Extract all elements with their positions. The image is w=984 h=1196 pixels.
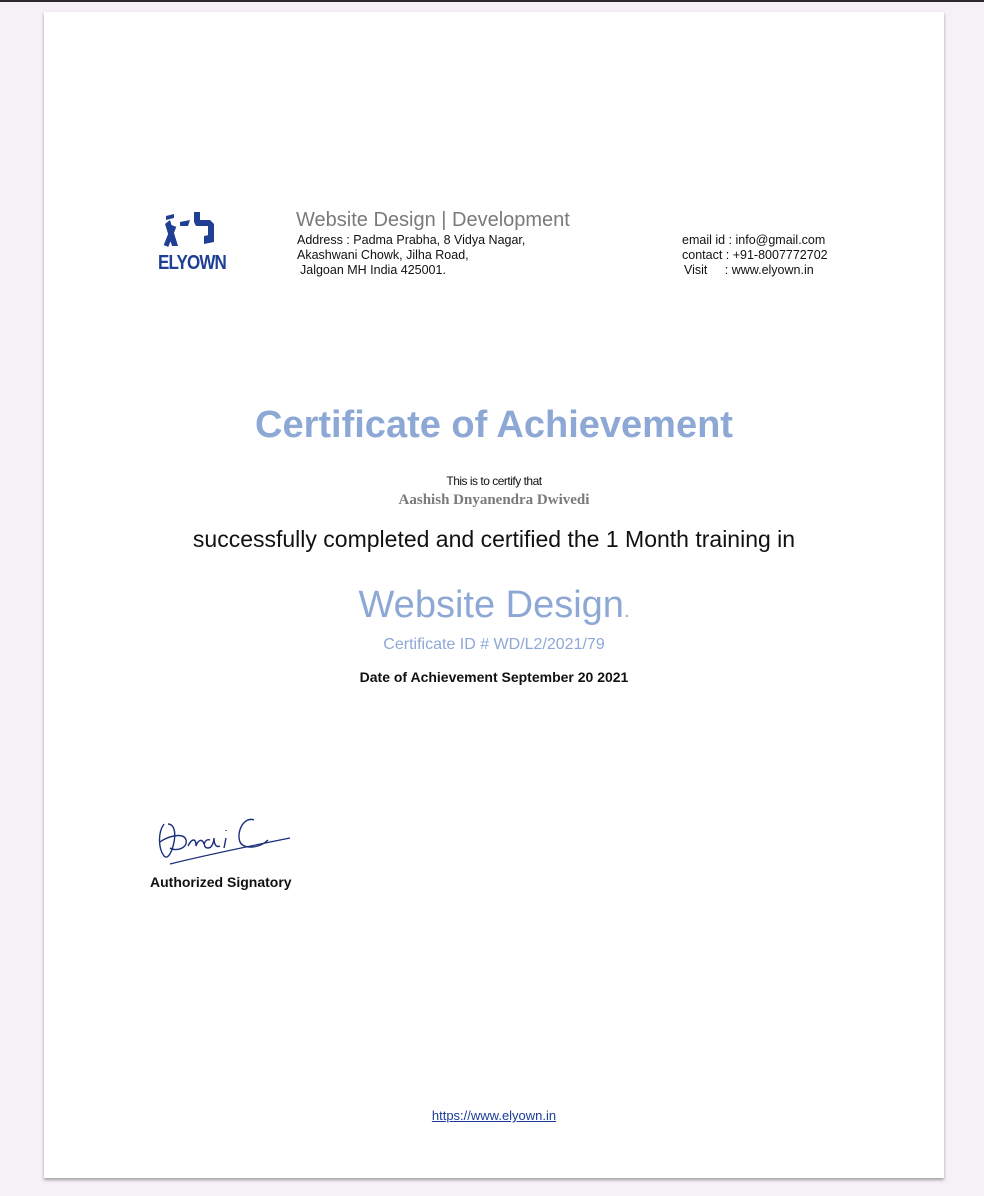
logo-mark-icon: [152, 208, 232, 252]
company-logo: [152, 208, 232, 288]
course-title: Website Design: [358, 584, 624, 626]
achievement-date: Date of Achievement September 20 2021: [359, 669, 629, 685]
certificate-page: [44, 12, 944, 1178]
contact-phone: contact : +91-8007772702: [682, 248, 828, 262]
course-name: [44, 584, 944, 627]
course-suffix: .: [623, 600, 630, 622]
authorized-signatory-label: Authorized Signatory: [150, 874, 292, 890]
company-tagline: Website Design | Development: [296, 209, 570, 231]
address-line-2: Akashwani Chowk, Jilha Road,: [297, 248, 469, 262]
recipient-name: Aashish Dnyanendra Dwivedi: [398, 492, 590, 508]
contact-website: Visit : www.elyown.in: [684, 263, 814, 277]
contact-email: email id : info@gmail.com: [682, 233, 826, 247]
top-edge-line: [0, 0, 984, 2]
certificate-title: Certificate of Achievement: [255, 404, 733, 446]
signature-icon: [150, 802, 300, 872]
address-line-3: Jalgoan MH India 425001.: [300, 263, 446, 277]
logo-wordmark: ELYOWN: [158, 252, 226, 274]
signature-image: [150, 802, 300, 877]
footer-website-link[interactable]: https://www.elyown.in: [431, 1108, 557, 1123]
certify-text: This is to certify that: [446, 474, 542, 488]
address-line-1: Address : Padma Prabha, 8 Vidya Nagar,: [297, 233, 526, 247]
certificate-id: Certificate ID # WD/L2/2021/79: [383, 636, 605, 653]
completion-statement: successfully completed and certified the 1 Month training in: [192, 526, 796, 552]
